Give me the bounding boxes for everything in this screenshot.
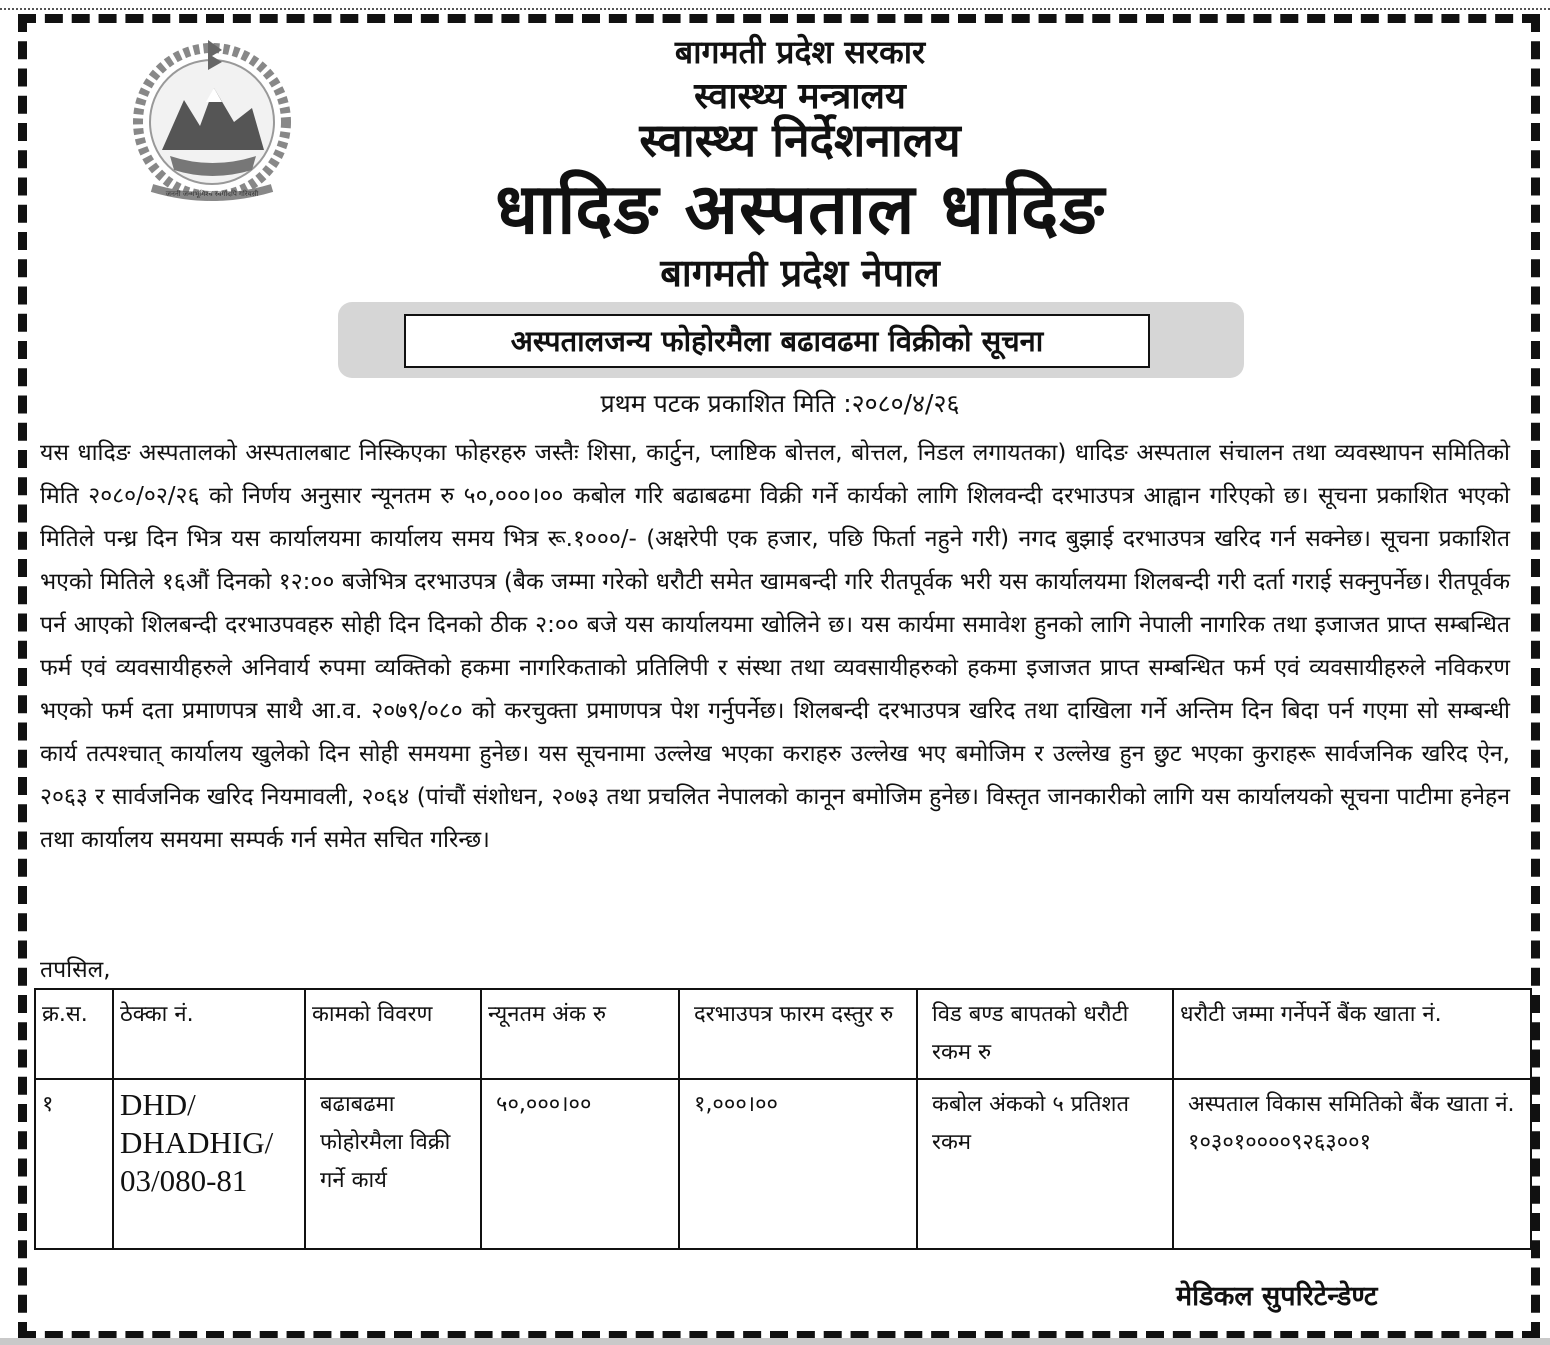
cell-bid-bond: कबोल अंकको ५ प्रतिशत रकम <box>917 1079 1173 1249</box>
header-bid-bond: विड बण्ड बापतको धरौटी रकम रु <box>917 989 1173 1079</box>
cell-serial: १ <box>35 1079 113 1249</box>
header-contract-no: ठेक्का नं. <box>113 989 305 1079</box>
table-row <box>35 1079 1531 1249</box>
cell-contract-no: DHD/ DHADHIG/ 03/080-81 <box>113 1079 305 1249</box>
header-serial: क्र.स. <box>35 989 113 1079</box>
emblem-motto: जननी जन्मभूमिश्च स्वर्गादपि गरियसी <box>165 190 259 198</box>
ministry-name: स्वास्थ्य मन्त्रालय <box>694 76 906 117</box>
hospital-name: धादिङ अस्पताल धादिङ <box>495 168 1105 250</box>
cell-form-fee: १,०००।०० <box>679 1079 917 1249</box>
details-label: तपसिल, <box>40 957 111 983</box>
cell-description: बढाबढमा फोहोरमैला विक्री गर्ने कार्य <box>305 1079 481 1249</box>
table-header-row <box>35 989 1531 1079</box>
cell-min-amount: ५०,०००।०० <box>481 1079 679 1249</box>
header-description: कामको विवरण <box>305 989 481 1079</box>
directorate-name: स्वास्थ्य निर्देशनालय <box>639 113 961 167</box>
header-min-amount: न्यूनतम अंक रु <box>481 989 679 1079</box>
publish-date: प्रथम पटक प्रकाशित मिति :२०८०/४/२६ <box>600 389 960 418</box>
notice-title: अस्पतालजन्य फोहोरमैला बढावढमा विक्रीको सूचना <box>404 314 1150 368</box>
nepal-emblem-icon <box>122 30 302 210</box>
cell-bank-account: अस्पताल विकास समितिको बैंक खाता नं. १०३०१००००९२६३००१ <box>1173 1079 1531 1249</box>
header-form-fee: दरभाउपत्र फारम दस्तुर रु <box>679 989 917 1079</box>
details-table <box>34 988 1532 1250</box>
bottom-edge-strip <box>0 1338 1550 1345</box>
header-bank-account: धरौटी जम्मा गर्नेपर्ने बैंक खाता नं. <box>1173 989 1531 1079</box>
signatory-title: मेडिकल सुपरिटेन्डेण्ट <box>1176 1281 1378 1312</box>
province-government: बागमती प्रदेश सरकार <box>674 33 926 71</box>
notice-body: यस धादिङ अस्पतालको अस्पतालबाट निस्किएका फोहरहरु जस्तैः शिसा, कार्टुन, प्लाष्टिक बोत्तल, बोत्तल, निडल लगायतका) धादिङ अस्पताल संचालन तथा व्यवस्थापन समितिको मिति २०८०/०२/२६ को निर्णय अनुसार न्यूनतम रु ५०,०००।०० कबोल गरि बढाबढमा विक्री गर्ने कार्यको लागि शिलवन्दी दरभाउपत्र आह्वान गरिएको छ। सूचना प्रकाशित भएको मितिले पन्ध्र दिन भित्र यस कार्यालयमा कार्यालय समय भित्र रू.१०००/- (अक्षरेपी एक हजार, पछि फिर्ता नहुने गरी) नगद बुझाई दरभाउपत्र खरिद गर्न सक्नेछ। सूचना प्रकाशित भएको मितिले १६औं दिनको १२:०० बजेभित्र दरभाउपत्र (बैक जम्मा गरेको धरौटी समेत खामबन्दी गरि रीतपूर्वक भरी यस कार्यालयमा शिलबन्दी गरी दर्ता गराई सक्नुपर्नेछ। रीतपूर्वक पर्न आएको शिलबन्दी दरभाउपवहरु सोही दिन दिनको ठीक २:०० बजे यस कार्यालयमा खोलिने छ। यस कार्यमा समावेश हुनको लागि नेपाली नागरिक तथा इजाजत प्राप्त सम्बन्धित फर्म एवं व्यवसायीहरुले अनिवार्य रुपमा व्यक्तिको हकमा नागरिकताको प्रतिलिपी र संस्था तथा व्यवसायीहरुको हकमा इजाजत प्राप्त सम्बन्धित फर्म एवं व्यवसायीहरुले नविकरण भएको फर्म दता प्रमाणपत्र साथै आ.व. २०७९/०८० को करचुक्ता प्रमाणपत्र पेश गर्नुपर्नेछ। शिलबन्दी दरभाउपत्र खरिद तथा दाखिला गर्ने अन्तिम दिन बिदा पर्न गएमा सो सम्बन्धी कार्य तत्पश्चात् कार्यालय खुलेको दिन सोही समयमा हुनेछ। यस सूचनामा उल्लेख भएका कराहरु उल्लेख भए बमोजिम र उल्लेख हुन छुट भएका कुराहरू सार्वजनिक खरिद ऐन, २०६३ र सार्वजनिक खरिद नियमावली, २०६४ (पांचौं संशोधन, २०७३ तथा प्रचलित नेपालको कानून बमोजिम हुनेछ। विस्तृत जानकारीको लागि यस कार्यालयको सूचना पाटीमा हनेहन तथा कार्यालय समयमा सम्पर्क गर्न समेत सचित गरिन्छ। <box>40 440 1510 853</box>
top-edge-strip <box>0 0 1550 10</box>
province-nepal: बागमती प्रदेश नेपाल <box>660 251 940 295</box>
